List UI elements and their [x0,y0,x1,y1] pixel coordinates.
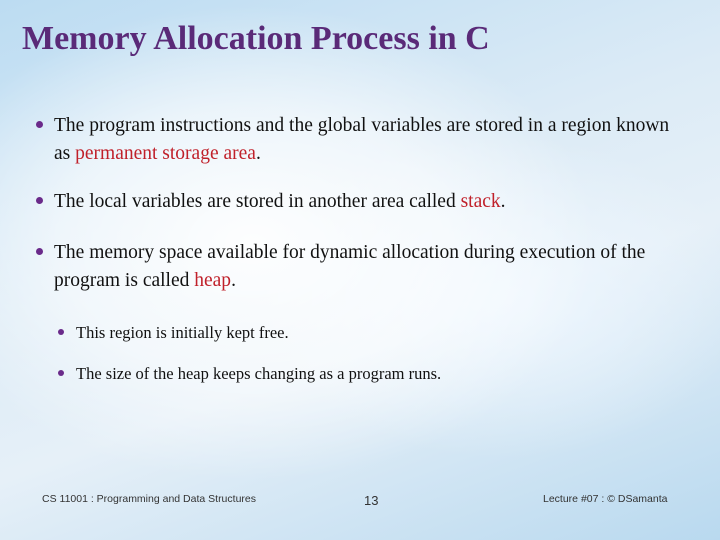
footer-page-number: 13 [364,493,379,508]
bullet-dot-icon [36,248,43,255]
bullet-text-end: . [500,191,506,212]
bullet-dot-icon [36,121,43,128]
bullet-text: The memory space available for dynamic allocation during execution of the program is called [54,242,646,291]
footer-course: CS 11001 : Programming and Data Structures [42,493,256,505]
bullet-text: The local variables are stored in another area called [54,191,461,212]
sub-bullet-text: The size of the heap keeps changing as a program runs. [76,364,442,383]
bullet-text-end: . [231,270,236,291]
bullet-stack [34,188,684,216]
slide-title: Memory Allocation Process in C [22,20,490,57]
highlight-heap: heap [194,270,232,291]
sub-bullet-dot-icon [58,329,64,335]
bullet-list [34,112,684,403]
sub-bullet-text: This region is initially kept free. [76,323,289,342]
bullet-heap [34,239,684,295]
bullet-dot-icon [36,197,43,204]
sub-bullet-dot-icon [58,370,64,376]
bullet-text: The program instructions and the global variables are stored in a region known as [54,115,670,164]
bullet-text-end: . [255,143,261,164]
bullet-permanent-storage [34,112,684,168]
footer-lecture: Lecture #07 : © DSamanta [543,493,668,505]
sub-bullet-heap-size [56,362,684,386]
highlight-permanent-storage: permanent storage area [75,143,256,164]
highlight-stack: stack [460,191,501,212]
sub-bullet-initially-free [56,321,684,345]
